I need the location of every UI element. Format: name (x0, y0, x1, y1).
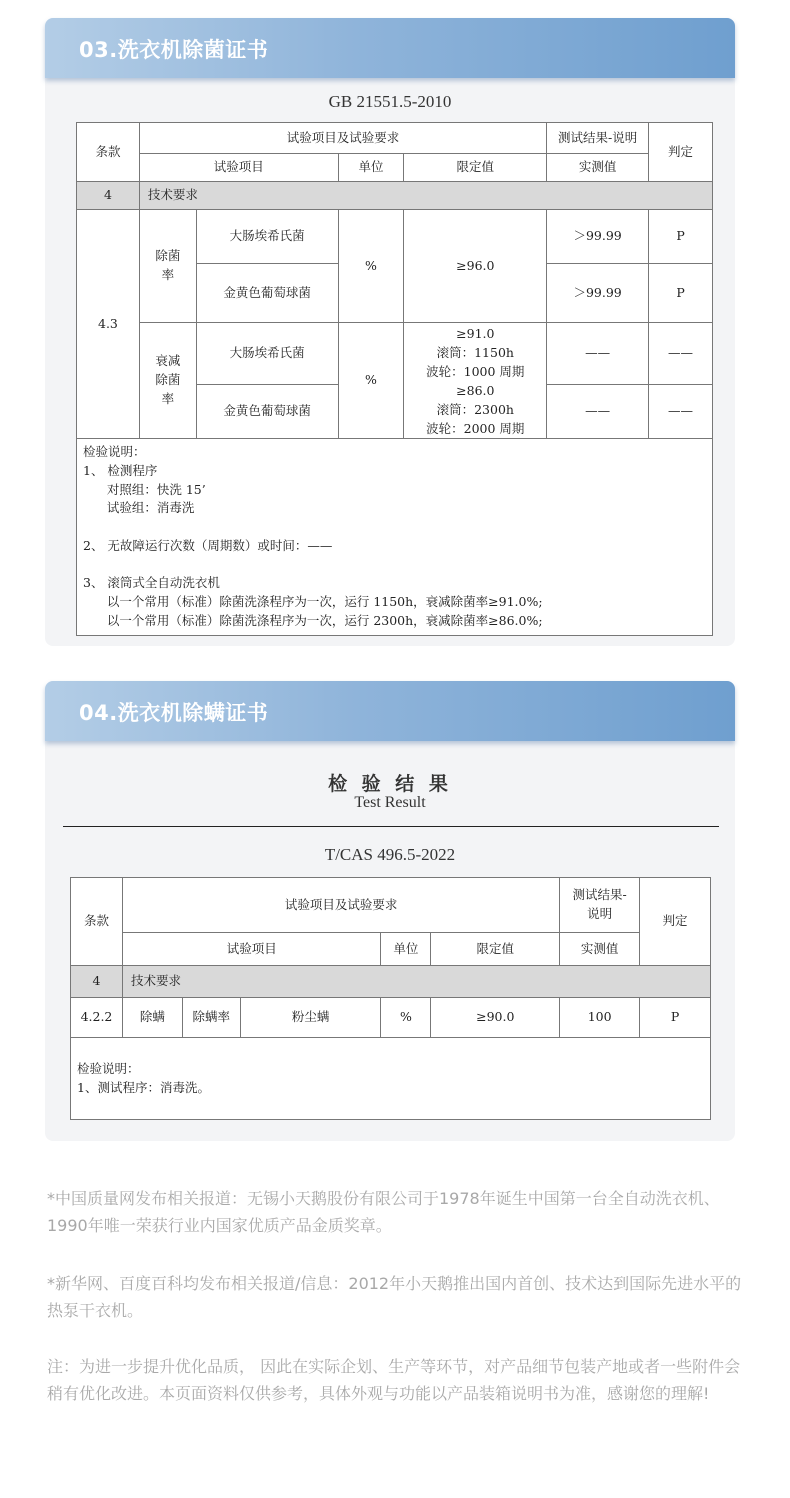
verdict-value: P (649, 210, 713, 264)
header-items-requirements: 试验项目及试验要求 (139, 123, 546, 154)
header-measured: 实测值 (547, 154, 649, 182)
test-item: 粉尘螨 (240, 998, 381, 1038)
header-limit: 限定值 (431, 933, 560, 966)
mite-removal-certificate-card (45, 681, 735, 1141)
header-measured: 实测值 (560, 933, 640, 966)
verdict-value: —— (649, 385, 713, 439)
group-label-sterilization-rate: 除菌 率 (139, 210, 196, 323)
test-item: 金黄色葡萄球菌 (196, 385, 338, 439)
group-label-decay-sterilization-rate: 衰减 除菌 率 (139, 323, 196, 439)
banner-title: 03.洗衣机除菌证书 (79, 38, 269, 62)
measured-value: 100 (560, 998, 640, 1038)
header-unit: 单位 (381, 933, 431, 966)
standard-number: T/CAS 496.5-2022 (324, 845, 456, 864)
header-unit: 单位 (338, 154, 404, 182)
verdict-value: P (649, 264, 713, 323)
note-line (83, 556, 706, 575)
footer-note-2: *新华网、百度百科均发布相关报道/信息：2012年小天鹅推出国内首创、技术达到国际先进水平的热泵干衣机。 (47, 1274, 742, 1320)
result-subtitle: Test Result (354, 794, 426, 811)
measured-value: ＞99.99 (547, 210, 649, 264)
test-item: 大肠埃希氏菌 (196, 323, 338, 385)
section-banner-mite-removal (45, 681, 735, 741)
header-limit: 限定值 (404, 154, 547, 182)
limit-value: ≥91.0 滚筒：1150h 波轮：1000 周期 ≥86.0 滚筒：2300h 波轮：2000 周期 (404, 323, 547, 439)
inspection-notes (71, 1038, 711, 1120)
limit-value: ≥96.0 (404, 210, 547, 323)
clause-number: 4.2.2 (71, 998, 123, 1038)
header-result-description: 测试结果-说明 (547, 123, 649, 154)
mite-test-table (70, 877, 711, 1120)
note-line: 以一个常用（标准）除菌洗涤程序为一次，运行 2300h，衰减除菌率≥86.0%; (83, 612, 543, 628)
sterilization-certificate-card (45, 18, 735, 646)
header-test-item: 试验项目 (122, 933, 381, 966)
header-clause: 条款 (77, 123, 140, 182)
unit-value: % (338, 210, 404, 323)
header-test-item: 试验项目 (139, 154, 338, 182)
note-line (83, 518, 706, 537)
header-clause: 条款 (71, 878, 123, 966)
measured-value: —— (547, 323, 649, 385)
note-line: 3、 滚筒式全自动洗衣机 (83, 575, 220, 591)
note-line: 试验组：消毒洗 (83, 500, 195, 516)
note-line: 2、 无故障运行次数（周期数）或时间：—— (83, 537, 333, 553)
measured-value: ＞99.99 (547, 264, 649, 323)
category: 除螨 (122, 998, 182, 1038)
test-item: 大肠埃希氏菌 (196, 210, 338, 264)
divider (63, 826, 719, 827)
verdict-value: —— (649, 323, 713, 385)
header-verdict: 判定 (640, 878, 711, 966)
footer-note-1: *中国质量网发布相关报道：无锡小天鹅股份有限公司于1978年诞生中国第一台全自动洗衣机、1990年唯一荣获行业内国家优质产品金质奖章。 (47, 1189, 720, 1235)
unit-value: % (338, 323, 404, 439)
header-result-description: 测试结果- 说明 (560, 878, 640, 933)
header-verdict: 判定 (649, 123, 713, 182)
inspection-notes (77, 439, 713, 636)
section-label: 技术要求 (122, 966, 710, 998)
section-number: 4 (77, 182, 140, 210)
note-line: 检验说明： (83, 444, 146, 459)
section-banner-sterilization (45, 18, 735, 78)
note-line: 以一个常用（标准）除菌洗涤程序为一次，运行 1150h，衰减除菌率≥91.0%; (83, 594, 543, 609)
note-line: 1、测试程序：消毒洗。 (77, 1079, 210, 1095)
limit-value: ≥90.0 (431, 998, 560, 1038)
header-items-requirements: 试验项目及试验要求 (122, 878, 559, 933)
banner-title: 04.洗衣机除螨证书 (79, 701, 269, 725)
sterilization-test-table (76, 122, 713, 636)
sub-category: 除螨率 (182, 998, 240, 1038)
section-number: 4 (71, 966, 123, 998)
verdict-value: P (640, 998, 711, 1038)
clause-number: 4.3 (77, 210, 140, 439)
section-label: 技术要求 (139, 182, 712, 210)
footer-disclaimer: 注：为进一步提升优化品质， 因此在实际企划、生产等环节，对产品细节包装产地或者一些附件会稍有优化改进。本页面资料仅供参考，具体外观与功能以产品装箱说明书为准，感谢您的理解! (47, 1357, 741, 1403)
result-title: 检 验 结 果 (328, 773, 452, 795)
note-line: 1、 检测程序 (83, 462, 158, 478)
note-line: 对照组：快洗 15’ (83, 481, 206, 497)
unit-value: % (381, 998, 431, 1038)
test-item: 金黄色葡萄球菌 (196, 264, 338, 323)
note-line: 检验说明： (77, 1061, 140, 1076)
standard-number: GB 21551.5-2010 (328, 92, 452, 111)
measured-value: —— (547, 385, 649, 439)
